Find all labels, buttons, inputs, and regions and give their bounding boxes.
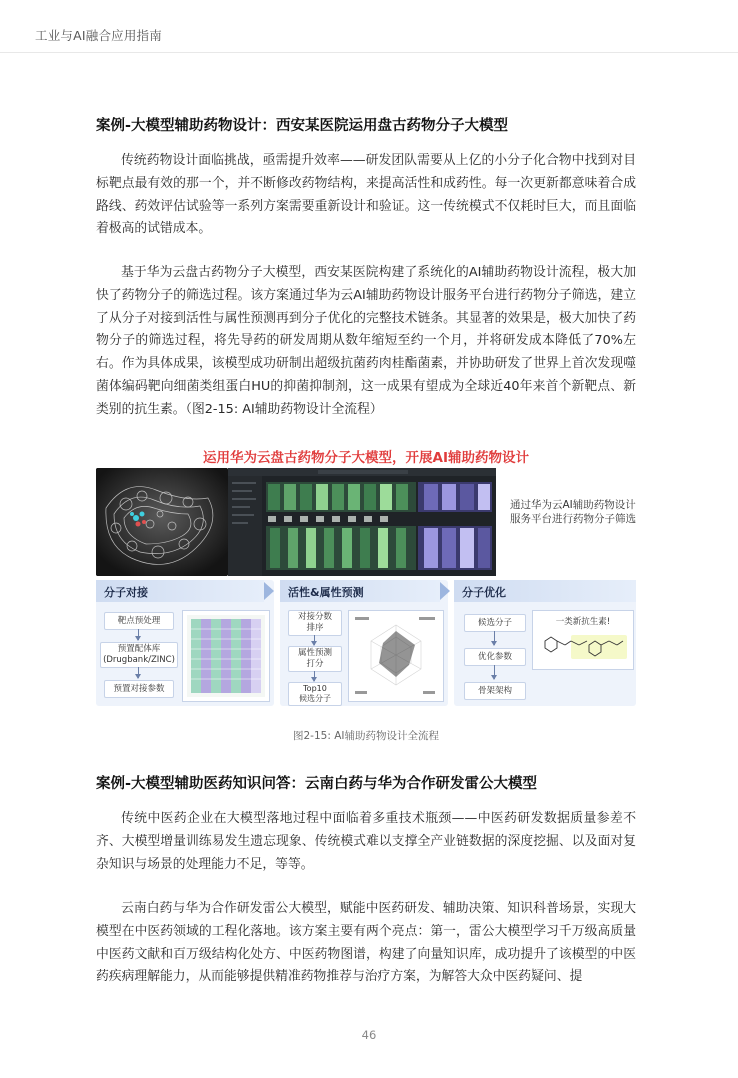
case1-paragraph-2 (96, 262, 636, 422)
new-antibiotic-label: 一类新抗生素! (555, 617, 611, 627)
step-ligand-library (100, 642, 178, 668)
figure-2-15 (96, 468, 636, 708)
property-radar-thumbnail (348, 610, 444, 702)
flow-arrow (314, 635, 315, 645)
workflow-diagram (96, 580, 636, 708)
figure-caption: 图2-15: AI辅助药物设计全流程 (293, 730, 439, 742)
case2-p2-text: 云南白药与华为合作研发雷公大模型，赋能中医药研发、辅助决策、知识科普场景，实现大模型在中医药领域的工程化落地。该方案主要有两个亮点：第一，雷公大模型学习千万级高质量中医药文献和百万级结构化处方、中医药物图谱，构建了向量知识库，成功提升了该模型的中医药疾病理解能力，从而能够提供精准药物推荐与治疗方案，为解答大众中医药疑问、提 (96, 901, 636, 985)
case2-paragraph-1 (96, 808, 636, 876)
step-scaffold (464, 682, 526, 700)
case1-paragraph-1 (96, 150, 636, 241)
step-docking-params (104, 680, 174, 698)
stage-arrow-1 (264, 582, 274, 600)
stage-title-docking: 分子对接 (104, 586, 148, 599)
header-divider (0, 52, 738, 53)
case2-p1-text: 传统中医药企业在大模型落地过程中面临着多重技术瓶颈——中医药研发数据质量参差不齐、大模型增量训练易发生遗忘现象、传统模式难以支撑全产业链数据的深度挖掘、以及面对复杂知识与场景的处理能力不足，等等。 (96, 811, 636, 872)
step-label: 预置对接参数 (113, 683, 165, 694)
flow-arrow (138, 667, 139, 678)
figure-title: 运用华为云盘古药物分子大模型，开展AI辅助药物设计 (203, 450, 529, 466)
stage-title-prediction: 活性&属性预测 (288, 586, 364, 599)
stage-title-optimization: 分子优化 (462, 586, 506, 599)
case1-heading: 案例-大模型辅助药物设计：西安某医院运用盘古药物分子大模型 (96, 118, 509, 134)
step-label: 属性预测 打分 (297, 648, 332, 669)
stage-arrow-2 (440, 582, 450, 600)
protein-molecule-image (96, 468, 228, 576)
step-label: 骨架架构 (477, 685, 512, 696)
case1-p2-text: 基于华为云盘古药物分子大模型，西安某医院构建了系统化的AI辅助药物设计流程，极大加快了药物分子的筛选过程。该方案通过华为云AI辅助药物设计服务平台进行药物分子筛选，建立了从分子对接到活性与属性预测再到分子优化的完整技术链条。其显著的效果是，极大加快了药物分子的筛选过程，将先导药的研发周期从数年缩短至约一个月，并将研发成本降低了70%左右。作为具体成果，该模型成功研制出超级抗菌药肉桂酯菌素，并协助研发了世界上首次发现噬菌体编码靶向细菌类组蛋白HU的抑菌抑制剂，这一成果有望成为全球近40年来首个新靶点、新类别的抗生素。（图2-15: AI辅助药物设计全流程） (96, 265, 636, 417)
case2-paragraph-2 (96, 898, 636, 989)
flow-arrow (314, 671, 315, 681)
optimized-molecule-card (532, 610, 634, 670)
step-target-prep (104, 612, 174, 630)
step-label: 对接分数 排序 (297, 612, 332, 633)
case2-heading: 案例-大模型辅助医药知识问答：云南白药与华为合作研发雷公大模型 (96, 776, 538, 792)
case1-p1-text: 传统药物设计面临挑战，亟需提升效率——研发团队需要从上亿的小分子化合物中找到对目标靶点最有效的那一个，并不断修改药物结构，来提高活性和成药性。每一次更新都意味着合成路线、药效评估试验等一系列方案需要重新设计和验证。这一传统模式不仅耗时巨大，而且面临着极高的试错成本。 (96, 153, 636, 237)
step-label: 优化参数 (477, 651, 512, 662)
step-label: 候选分子 (477, 617, 512, 628)
step-candidate-molecule (464, 614, 526, 632)
platform-screenshot (228, 468, 496, 576)
step-top10 (288, 682, 342, 706)
step-label: 预置配体库 (Drugbank/ZINC) (103, 644, 175, 665)
step-label: 靶点预处理 (117, 615, 161, 626)
flow-arrow (494, 631, 495, 645)
screenshot-annotation: 通过华为云AI辅助药物设计服务平台进行药物分子筛选 (510, 499, 636, 525)
docking-result-thumbnail (182, 610, 270, 702)
flow-arrow (138, 629, 139, 640)
step-label: Top10 候选分子 (299, 684, 331, 703)
step-property-scoring (288, 646, 342, 672)
page-number: 46 (361, 1028, 377, 1042)
step-score-ranking (288, 610, 342, 636)
running-header: 工业与AI融合应用指南 (35, 28, 162, 43)
flow-arrow (494, 665, 495, 679)
step-optimization-params (464, 648, 526, 666)
